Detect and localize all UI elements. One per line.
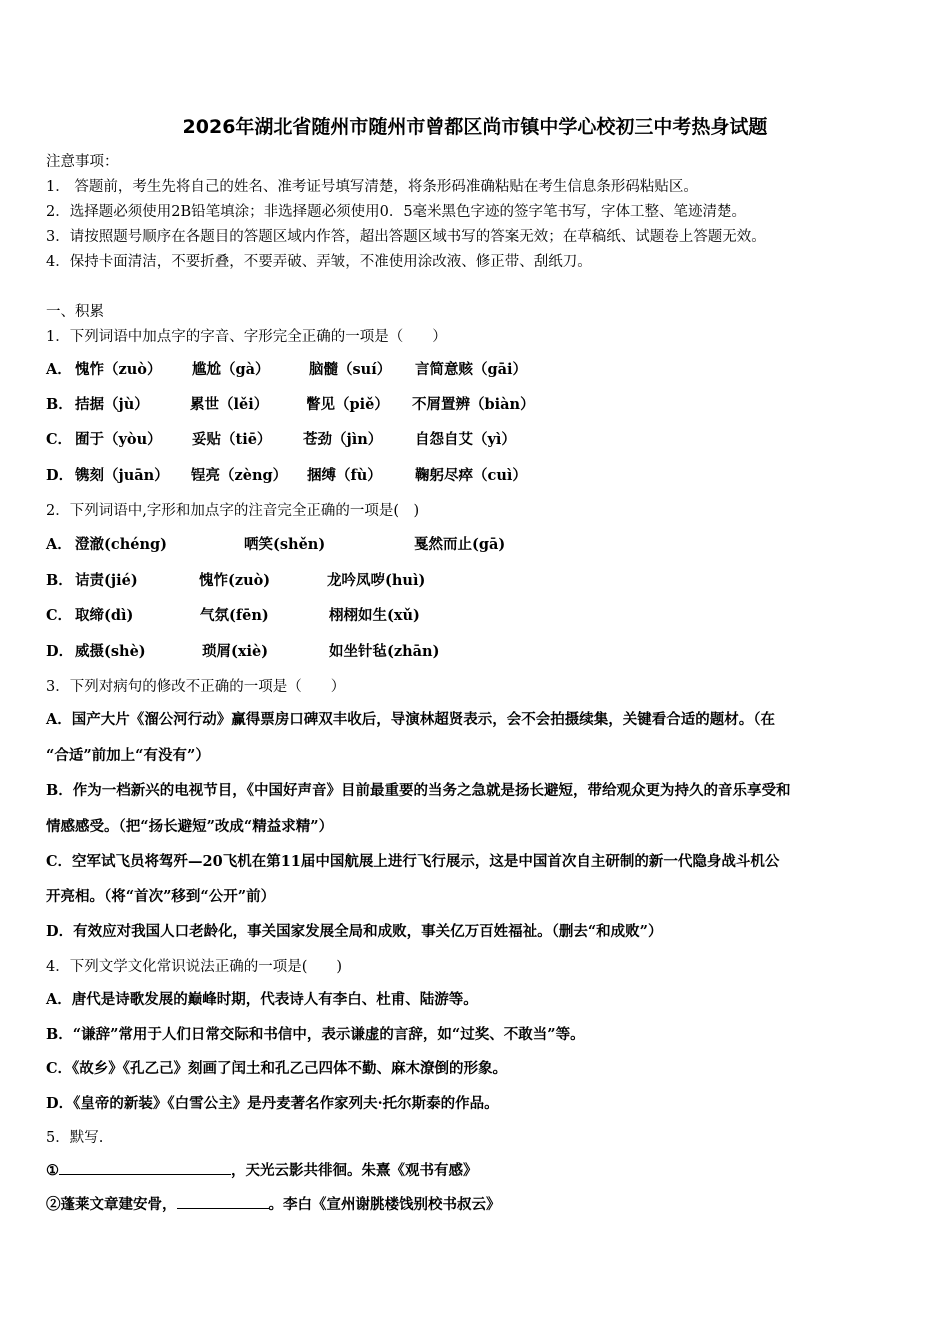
q1-a-item: 尴尬（gà） (192, 361, 270, 378)
q1-d-item: 镌刻（juān） (75, 467, 169, 484)
q1-d-item: 鞠躬尽瘁（cuì） (415, 467, 527, 484)
q2-d-item: 如坐针毡(zhān) (329, 643, 440, 660)
q2-c-item: 栩栩如生(xǔ) (329, 607, 420, 624)
q3-line: A．国产大片《溜公河行动》赢得票房口碑双丰收后，导演林超贤表示，会不会拍摄续集，关键看合适的题材。（在 (46, 711, 775, 728)
q4-line: B．“谦辞”常用于人们日常交际和书信中，表示谦虚的言辞，如“过奖、不敢当”等。 (46, 1026, 585, 1043)
q1-c-item: 自怨自艾（yì） (415, 431, 516, 448)
q2-b-item: 愧怍(zuò) (199, 572, 271, 589)
question-5-stem: 5．默写. (46, 1130, 104, 1146)
q2-a-item: 哂笑(shěn) (244, 536, 326, 553)
q2-a-item: 澄澈(chéng) (75, 536, 167, 553)
q3-line: 开亮相。（将“首次”移到“公开”前） (46, 888, 276, 905)
fill-blank[interactable] (59, 1160, 231, 1175)
q2-d-item: 琐屑(xiè) (202, 643, 269, 660)
q1-b-item: 不屑置辨（biàn） (412, 396, 535, 413)
q1-c-item: 妥贴（tiē） (192, 431, 272, 448)
q1-d-item: 锃亮（zèng） (191, 467, 288, 484)
page-title: 2026年湖北省随州市随州市曾都区尚市镇中学心校初三中考热身试题 (182, 116, 768, 138)
q2-option-label: C． (46, 607, 73, 624)
q1-option-label: A． (46, 361, 72, 378)
q5-item-text: 。李白《宣州谢朓楼饯别校书叔云》 (268, 1196, 501, 1213)
q3-line: D．有效应对我国人口老龄化，事关国家发展全局和成败，事关亿万百姓福祉。（删去“和成败”） (46, 923, 663, 940)
q1-option-label: C． (46, 431, 73, 448)
q2-option-label: B． (46, 572, 73, 589)
q5-item-prefix: ① (46, 1162, 59, 1179)
q5-item (46, 1194, 501, 1215)
q1-option-label: B． (46, 396, 73, 413)
notice-item: 2．选择题必须使用2B铅笔填涂；非选择题必须使用0．5毫米黑色字迹的签字笔书写，字体工整、笔迹清楚。 (46, 204, 747, 220)
notice-heading: 注意事项： (46, 154, 119, 170)
q1-c-item: 囿于（yòu） (75, 431, 162, 448)
q4-line: A．唐代是诗歌发展的巅峰时期，代表诗人有李白、杜甫、陆游等。 (46, 991, 478, 1008)
q5-item (46, 1160, 478, 1181)
q1-d-item: 捆缚（fù） (307, 467, 382, 484)
question-3-stem: 3．下列对病句的修改不正确的一项是（ ） (46, 679, 346, 695)
fill-blank[interactable] (177, 1194, 269, 1209)
q4-line: D．《皇帝的新装》《白雪公主》是丹麦著名作家列夫·托尔斯泰的作品。 (46, 1095, 499, 1112)
q3-line: “合适”前加上“有没有”） (46, 747, 210, 764)
q2-c-item: 取缔(dì) (75, 607, 134, 624)
q2-a-item: 戛然而止(gā) (414, 536, 506, 553)
question-1-stem: 1．下列词语中加点字的字音、字形完全正确的一项是（ ） (46, 329, 447, 345)
q2-option-label: A． (46, 536, 72, 553)
q1-a-item: 愧怍（zuò） (75, 361, 162, 378)
q5-item-prefix: ②蓬莱文章建安骨， (46, 1196, 177, 1213)
q3-line: 情感感受。（把“扬长避短”改成“精益求精”） (46, 818, 334, 835)
notice-item: 1． 答题前，考生先将自己的姓名、准考证号填写清楚，将条形码准确粘贴在考生信息条形码粘贴区。 (46, 179, 698, 195)
question-2-stem: 2．下列词语中,字形和加点字的注音完全正确的一项是( ) (46, 503, 420, 519)
q1-a-item: 脑髓（suí） (309, 361, 392, 378)
q3-line: C．空军试飞员将驾歼—20飞机在第11届中国航展上进行飞行展示，这是中国首次自主研制的新一代隐身战斗机公 (46, 853, 780, 870)
q2-b-item: 龙吟凤哕(huì) (327, 572, 426, 589)
q1-b-item: 拮据（jù） (75, 396, 149, 413)
notice-item: 3．请按照题号顺序在各题目的答题区域内作答，超出答题区域书写的答案无效；在草稿纸、试题卷上答题无效。 (46, 229, 766, 245)
question-4-stem: 4．下列文学文化常识说法正确的一项是( ) (46, 959, 343, 975)
notice-item: 4．保持卡面清洁，不要折叠，不要弄破、弄皱，不准使用涂改液、修正带、刮纸刀。 (46, 254, 592, 270)
q2-option-label: D． (46, 643, 74, 660)
q1-c-item: 苍劲（jìn） (303, 431, 383, 448)
section-heading: 一、积累 (46, 304, 104, 320)
q2-d-item: 威摄(shè) (75, 643, 146, 660)
q5-item-text: ，天光云影共徘徊。朱熹《观书有感》 (231, 1162, 478, 1179)
q3-line: B．作为一档新兴的电视节目，《中国好声音》目前最重要的当务之急就是扬长避短，带给观众更为持久的音乐享受和 (46, 782, 791, 799)
q2-c-item: 气氛(fēn) (200, 607, 269, 624)
q2-b-item: 诘责(jié) (75, 572, 138, 589)
q1-a-item: 言简意赅（gāi） (415, 361, 528, 378)
q1-b-item: 累世（lěi） (190, 396, 269, 413)
q1-option-label: D． (46, 467, 74, 484)
q4-line: C．《故乡》《孔乙己》刻画了闰土和孔乙己四体不勤、麻木潦倒的形象。 (46, 1060, 508, 1077)
q1-b-item: 瞥见（piě） (306, 396, 389, 413)
